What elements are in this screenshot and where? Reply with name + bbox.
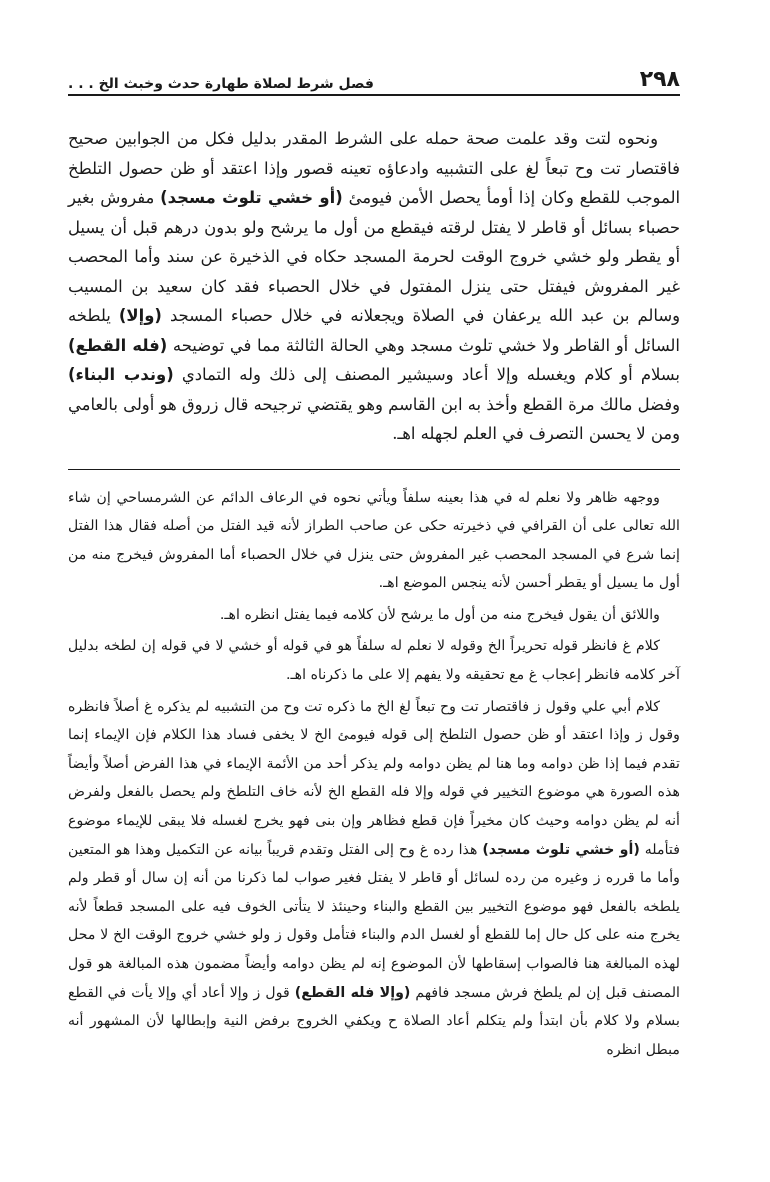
main-paragraph bbox=[68, 124, 680, 449]
text-run: هذا رده غ وح إلى الفتل وتقدم قريباً بيانه عن التكميل وهذا هو المتعين وأما ما قرره ز وغيره من رده لسائل أو قاطر لا يفتل فغير صواب لما ذكرنا من أنه إن سال أو قطر ولم يلطخه بالفعل فهو موضوع التخيير بين القطع والبناء وحينئذ لا يتأتى الخوف فيه على المسجد قطعاً لأنه يخرج منه على كل حال إما للقطع أو لغسل الدم والبناء فتأمل وقول ز ولو خشي خروج الوقت الخ لا محل لهذه المبالغة هنا فالصواب إسقاطها لأن الموضوع إنه لم يظن دوامه وأيضاً مضمون هذه المبالغة هو قول المصنف قبل إن لم يلطخ فرش مسجد فافهم bbox=[68, 841, 680, 1001]
matn-quote: (فله القطع) bbox=[68, 335, 168, 355]
matn-quote: (وندب البناء) bbox=[68, 365, 174, 384]
note-paragraph: كلام غ فانظر قوله تحريراً الخ وقوله لا نعلم له سلفاً هو في قوله أو خشي لا في قوله إن لطخه بدليل آخر كلامه فانظر إعجاب غ مع تحقيقه ولا يفهم إلا على ما ذكرناه اهـ. bbox=[68, 638, 680, 684]
text-run: كلام أبي علي وقول ز فاقتصار تت وح تبعاً لغ الخ ما ذكره تت وح من التشبيه لم يذكره غ أصلاً فانظره وقول ز وإذا اعتقد أو ظن حصول التلطخ إلى قوله فيومئ الخ لا يخفى فساد هذا الكلام فإن الإيماء إنما تقدم فيما إذا ظن دوامه وما هنا لم يظن دوامه ولم يذكر أحد من الأئمة الإيماء في هذا الفرض أصلاً وأيضاً هذه الصورة هي موضوع التخيير في قوله وإلا فله القطع الخ لأنه خاف التلطخ ولم يحصل بالفعل ولفرض أنه لم يظن دوامه وحيث كان مخيراً فإن قطع فظاهر وإن بنى فهو يخرج لغسله فلا يبقى للإيماء موضوع فتأمله bbox=[68, 698, 680, 858]
main-text bbox=[68, 124, 680, 449]
text-run: يلطخه السائل أو القاطر ولا خشي تلوث مسجد وهي الحالة الثالثة مما في توضيحه bbox=[68, 306, 680, 355]
note-paragraph: ووجهه ظاهر ولا نعلم له في هذا بعينه سلفاً ويأتي نحوه في الرعاف الدائم عن الشرمساحي إن شاء الله تعالى على أن القرافي في ذخيرته حكى عن صاحب الطراز لأنه قيد الفتل من أصله فقال هذا الفتل إنما شرع في المسجد المحصب غير المفروش حتى ينزل في خلال الحصباء أما المفروش فيخرج منه من أول ما يسيل أو يقطر أحسن لأنه ينجس الموضع اهـ. bbox=[68, 489, 680, 592]
note-paragraph bbox=[68, 693, 680, 1065]
footnote-divider bbox=[68, 469, 680, 470]
text-run: ونحوه لتت وقد علمت صحة حمله على الشرط المقدر بدليل فكل من الجوابين صحيح فاقتصار تت وح تبعاً لغ على التشبيه وادعاؤه تعينه قصور وإذا اعتقد أو ظن حصول التلطخ الموجب للقطع وكان إذا أومأ يحصل الأمن فيومئ bbox=[68, 129, 681, 207]
matn-quote: (وإلا فله القطع) bbox=[294, 984, 411, 1001]
page-number: ٢٩٨ bbox=[639, 67, 680, 92]
page bbox=[68, 62, 680, 1067]
note-paragraph: واللائق أن يقول فيخرج منه من أول ما يرشح لأن كلامه فيما يفتل انظره اهـ. bbox=[219, 606, 660, 623]
page-header bbox=[68, 62, 680, 96]
matn-quote: (أو خشي تلوث مسجد) bbox=[160, 188, 343, 207]
matn-quote: (أو خشي تلوث مسجد) bbox=[482, 841, 640, 858]
running-title: فصل شرط لصلاة طهارة حدث وخبث الخ . . . bbox=[68, 76, 374, 92]
text-run: بسلام أو كلام ويغسله وإلا أعاد وسيشير المصنف إلى ذلك وله التمادي bbox=[173, 365, 680, 384]
text-run: قول ز وإلا أعاد أي وإلا يأت في القطع بسلام ولا كلام بأن ابتدأ ولم يتكلم أعاد الصلاة ح ويكفي الخروج برفض النية وإبطالها لأن المشهور أنه مبطل انظره bbox=[68, 984, 680, 1058]
text-run: مفروش بغير حصباء بسائل أو قاطر لا يفتل لرقته فيقطع من أول ما يرشح ولو بدون درهم قبل أن يسيل أو يقطر ولو خشي خروج الوقت لحرمة المسجد حكاه في الذخيرة عن سند وأما المحصب غير المفروش فيفتل حتى ينزل المفتول في خلال الحصباء فقد كان سعيد بن المسيب وسالم بن عبد الله يرعفان في الصلاة ويجعلانه في خلال حصباء المسجد bbox=[68, 188, 680, 325]
text-run: وفضل مالك مرة القطع وأخذ به ابن القاسم وهو يقتضي ترجيحه قال زروق هو أولى بالعامي ومن لا يحسن التصرف في العلم لجهله اهـ. bbox=[68, 394, 680, 443]
commentary-notes bbox=[68, 484, 680, 1065]
matn-quote: (وإلا) bbox=[118, 306, 162, 325]
